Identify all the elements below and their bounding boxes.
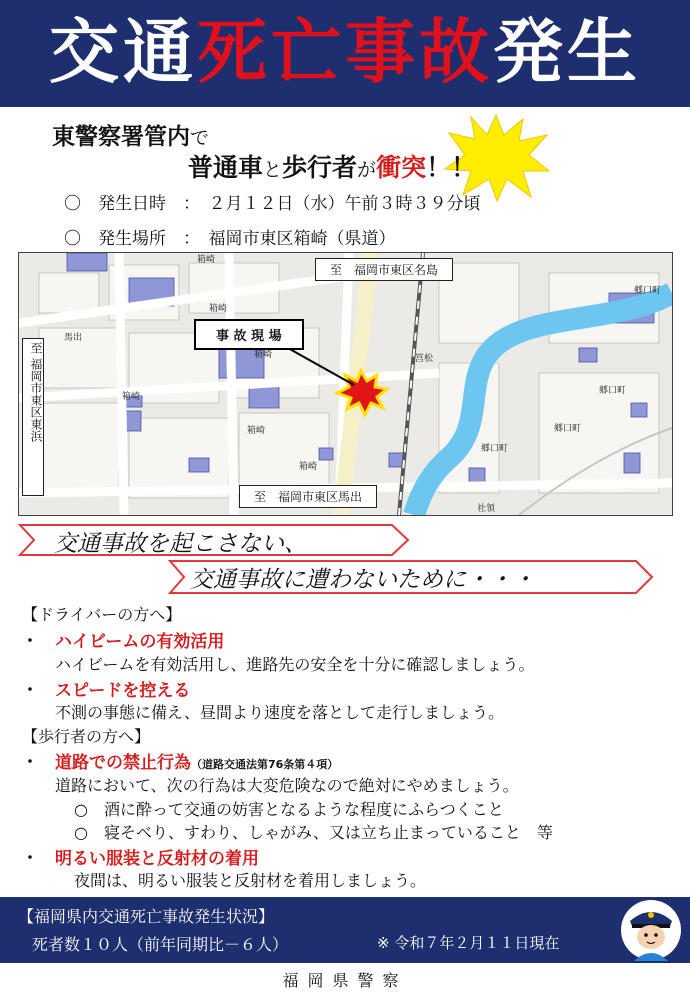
- drivers-heading: 【ドライバーの方へ】: [22, 605, 182, 624]
- pedestrian-tip-title: 明るい服装と反射材の着用: [55, 849, 259, 869]
- map-place-label: 箱崎: [122, 392, 141, 402]
- map-place-label: 箱崎: [247, 426, 266, 436]
- headline-line2: 普通車と歩行者が衝突！！: [188, 153, 477, 182]
- slogan-line2: 交通事故に遭わないために・・・: [190, 567, 535, 593]
- accident-site-label: 事 故 現 場: [194, 319, 304, 350]
- occurrence-datetime: 〇 発生日時 ： ２月１２日（水）午前３時３９分頃: [64, 194, 481, 214]
- bullet: ・: [22, 680, 39, 699]
- prohibited-act-item: ○ 寝そべり、すわり、しゃがみ、又は立ち止まっていること 等: [74, 823, 553, 842]
- legal-reference: （道路交通法第76条第４項）: [191, 758, 339, 771]
- map-place-label: 筥松: [415, 354, 434, 364]
- map-place-label: 箱崎: [254, 350, 273, 360]
- slogan-line1: 交通事故を起こさない、: [54, 531, 307, 557]
- driver-tip-text: ハイビームを有効活用し、進路先の安全を十分に確認しましょう。: [55, 655, 535, 674]
- police-officer-mascot-icon: [620, 899, 682, 961]
- map-place-label: 郷口町: [599, 386, 627, 396]
- map-direction-west: 至 福岡市東区東浜: [22, 338, 44, 496]
- map-direction-south: 至 福岡市東区馬出: [239, 485, 377, 508]
- pedestrian-tip-text: 夜間は、明るい服装と反射材を着用しましょう。: [74, 871, 427, 890]
- headline-line1: 東警察署管内で: [52, 124, 210, 150]
- map-graphic: [19, 253, 672, 515]
- map-place-label: 郷口町: [554, 424, 582, 434]
- bullet: ・: [22, 848, 39, 867]
- accident-map: [18, 252, 673, 516]
- map-place-label: 社領: [477, 504, 496, 514]
- map-place-label: 箱崎: [299, 462, 318, 472]
- map-place-label: 箱崎: [209, 304, 228, 314]
- pedestrians-heading: 【歩行者の方へ】: [22, 727, 151, 746]
- bullet: ・: [22, 752, 39, 771]
- death-count: 死者数１０人（前年同期比－６人）: [32, 935, 289, 954]
- bullet: ・: [22, 631, 39, 650]
- pedestrian-tip-heading: [55, 748, 338, 773]
- pedestrian-tip-title: 道路での禁止行為: [55, 753, 191, 773]
- stats-title: 【福岡県内交通死亡事故発生状況】: [18, 907, 275, 926]
- page-title: 交通死亡事故発生: [49, 11, 641, 93]
- pedestrian-tip-text: 道路において、次の行為は大変危険なので絶対にやめましょう。: [55, 776, 519, 795]
- prohibited-act-item: ○ 酒に酔って交通の妨害となるような程度にふらつくこと: [74, 800, 504, 819]
- map-place-label: 馬出: [64, 333, 83, 343]
- map-direction-north: 至 福岡市東区名島: [315, 258, 453, 281]
- driver-tip-text: 不測の事態に備え、昼間より速度を落として走行しましょう。: [55, 703, 504, 722]
- map-place-label: 箱崎: [197, 255, 216, 265]
- map-place-label: 郷口町: [481, 444, 509, 454]
- stats-as-of-date: ※ 令和７年２月１１日現在: [377, 934, 560, 952]
- occurrence-location: 〇 発生場所 ： 福岡市東区箱崎（県道）: [64, 229, 396, 249]
- map-place-label: 郷口町: [634, 286, 662, 296]
- issuer-name: 福岡県警察: [282, 971, 408, 990]
- driver-tip-title: スピードを控える: [55, 681, 191, 701]
- driver-tip-title: ハイビームの有効活用: [55, 632, 225, 652]
